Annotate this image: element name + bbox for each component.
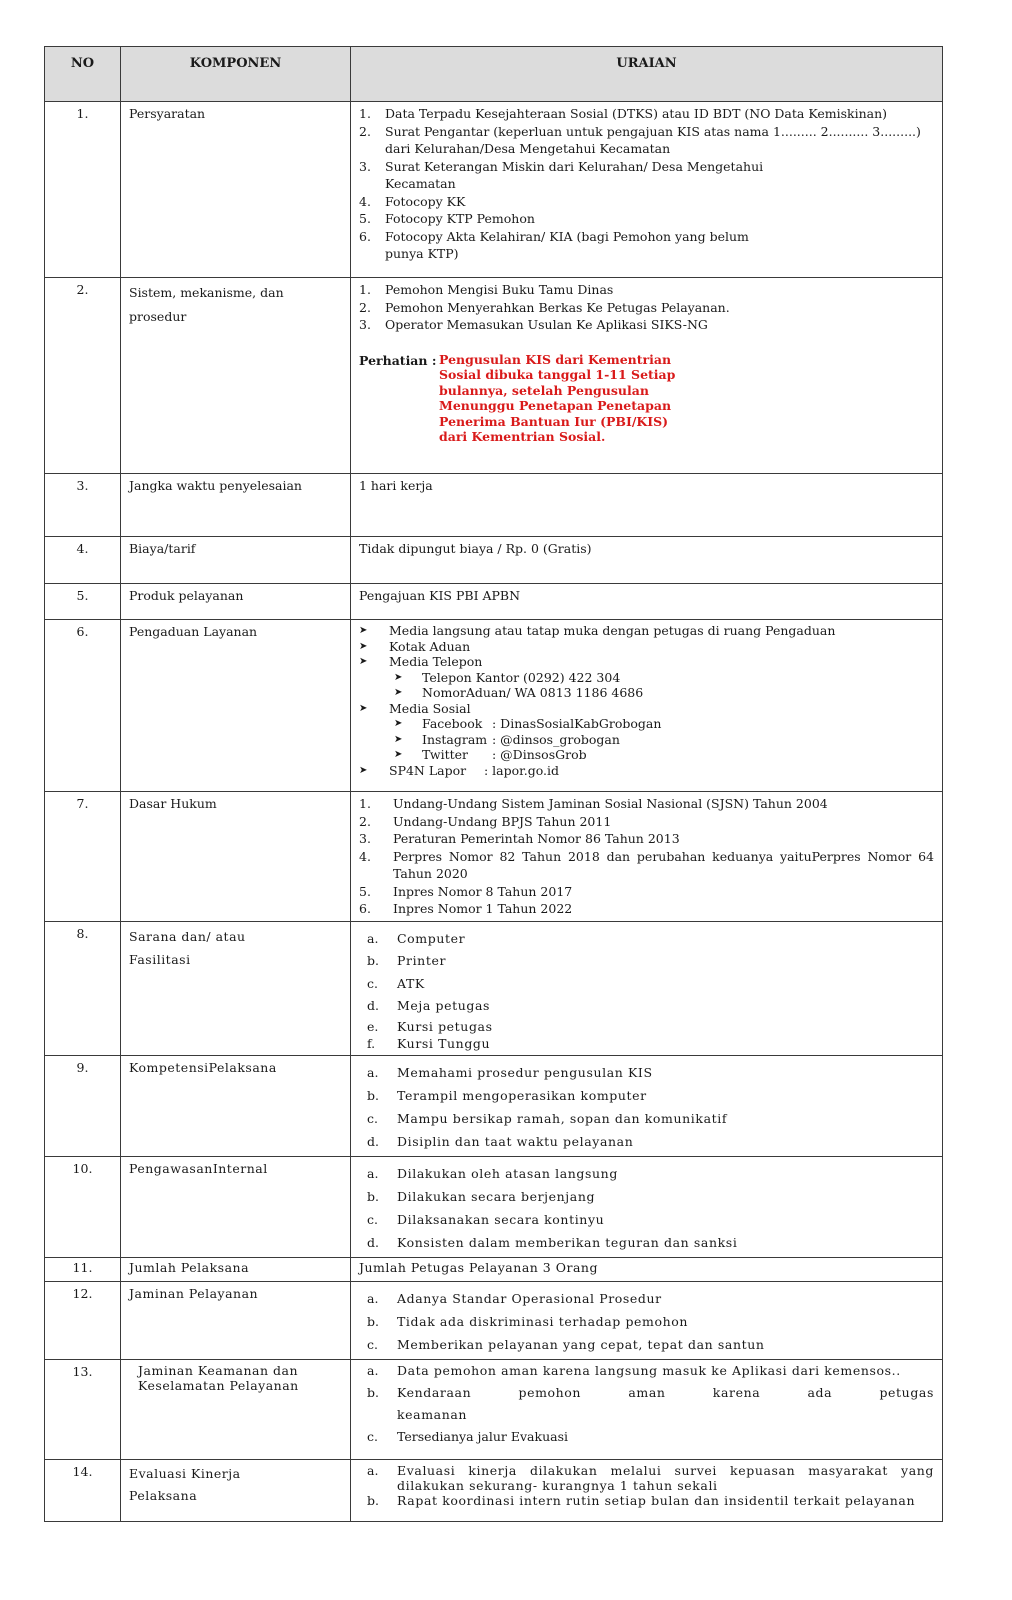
row-komponen: Evaluasi Kinerja Pelaksana (121, 1459, 351, 1521)
row-number: 3. (45, 474, 121, 537)
list-item: a. Computer (367, 930, 466, 946)
row-number: 5. (45, 584, 121, 620)
list-item: ➤ Telepon Kantor (0292) 422 304 (394, 669, 621, 685)
row-komponen: Persyaratan (121, 102, 351, 278)
row-uraian: Jumlah Petugas Pelayanan 3 Orang (351, 1257, 943, 1281)
row-komponen: Dasar Hukum (121, 792, 351, 922)
list-item: 3. Surat Keterangan Miskin dari Kelurahan/ Desa Mengetahui Kecamatan (359, 158, 764, 191)
row-number: 6. (45, 620, 121, 792)
list-item: b. Kendaraan pemohon aman karena ada petugas keamanan (367, 1385, 934, 1422)
row-komponen: Jumlah Pelaksana (121, 1257, 351, 1281)
table-row (45, 1156, 943, 1257)
sop-table (44, 46, 943, 1522)
row-uraian (351, 278, 943, 474)
list-item: c. Mampu bersikap ramah, sopan dan komunikatif (367, 1110, 728, 1126)
list-item: ➤ SP4N Lapor : lapor.go.id (359, 762, 560, 778)
row-uraian (351, 1156, 943, 1257)
list-item: ➤ Kotak Aduan (359, 638, 471, 654)
table-row (45, 1359, 943, 1459)
list-item: 2. Pemohon Menyerahkan Berkas Ke Petugas Pelayanan. (359, 299, 730, 315)
table-row (45, 278, 943, 474)
row-uraian: 1 hari kerja (351, 474, 943, 537)
list-item: ➤ Media Sosial (359, 700, 471, 716)
arrow-bullet-icon: ➤ (394, 733, 403, 745)
row-uraian (351, 1459, 943, 1521)
list-item: ➤ NomorAduan/ WA 0813 1186 4686 (394, 685, 644, 700)
arrow-bullet-icon: ➤ (394, 687, 403, 698)
list-item: ➤ Facebook : DinasSosialKabGrobogan (394, 716, 662, 731)
table-row (45, 1281, 943, 1359)
list-item: d. Konsisten dalam memberikan teguran dan sanksi (367, 1234, 738, 1250)
list-item: a. Dilakukan oleh atasan langsung (367, 1165, 618, 1181)
header-uraian: URAIAN (351, 47, 943, 102)
row-number: 4. (45, 537, 121, 584)
table-row (45, 1459, 943, 1521)
arrow-bullet-icon: ➤ (359, 625, 368, 636)
arrow-bullet-icon: ➤ (359, 656, 368, 667)
list-item: ➤ Instagram : @dinsos_grobogan (394, 731, 620, 747)
row-uraian (351, 102, 943, 278)
list-item: b. Rapat koordinasi intern rutin setiap bulan dan insidentil terkait pelayanan (367, 1492, 916, 1508)
list-item: ➤ Twitter : @DinsosGrob (394, 747, 587, 762)
table-row (45, 474, 943, 537)
header-komponen: KOMPONEN (121, 47, 351, 102)
list-item: 2. Undang-Undang BPJS Tahun 2011 (359, 813, 612, 829)
list-item: a. Adanya Standar Operasional Prosedur (367, 1290, 662, 1306)
list-item: b. Tidak ada diskriminasi terhadap pemohon (367, 1313, 689, 1329)
table-row (45, 102, 943, 278)
list-item: ➤ Media Telepon (359, 654, 483, 669)
list-item: a. Data pemohon aman karena langsung masuk ke Aplikasi dari kemensos.. (367, 1362, 901, 1378)
list-item: 6. Inpres Nomor 1 Tahun 2022 (359, 901, 573, 916)
list-item: 6. Fotocopy Akta Kelahiran/ KIA (bagi Pemohon yang belum punya KTP) (359, 228, 749, 261)
list-item: a. Memahami prosedur pengusulan KIS (367, 1064, 653, 1080)
arrow-bullet-icon: ➤ (359, 764, 368, 776)
table-header-row (45, 47, 943, 102)
row-number: 2. (45, 278, 121, 474)
row-number: 8. (45, 921, 121, 1055)
row-komponen: KompetensiPelaksana (121, 1055, 351, 1156)
list-item: d. Meja petugas (367, 998, 491, 1013)
row-uraian (351, 1359, 943, 1459)
warning-note (359, 352, 934, 445)
row-komponen: Sistem, mekanisme, dan prosedur (121, 278, 351, 474)
list-item: c. Memberikan pelayanan yang cepat, tepat dan santun (367, 1336, 765, 1352)
list-item: 2. Surat Pengantar (keperluan untuk pengajuan KIS atas nama 1......... 2.......... 3.........) dari Kelurahan/Desa Mengetahui Kecamatan (359, 123, 921, 156)
arrow-bullet-icon: ➤ (394, 718, 403, 729)
row-komponen: Sarana dan/ atau Fasilitasi (121, 921, 351, 1055)
row-uraian: Tidak dipungut biaya / Rp. 0 (Gratis) (351, 537, 943, 584)
row-number: 11. (45, 1257, 121, 1281)
row-komponen: Jangka waktu penyelesaian (121, 474, 351, 537)
row-number: 1. (45, 102, 121, 278)
note-text: Pengusulan KIS dari Kementrian Sosial dibuka tanggal 1-11 Setiap bulannya, setelah Pengusulan Menunggu Penetapan Penetapan Penerima Bantuan Iur (PBI/KIS) dari Kementrian Sosial. (439, 351, 676, 444)
row-komponen: Produk pelayanan (121, 584, 351, 620)
row-number: 12. (45, 1281, 121, 1359)
table-row (45, 537, 943, 584)
table-row (45, 921, 943, 1055)
row-number: 10. (45, 1156, 121, 1257)
list-item: 1. Pemohon Mengisi Buku Tamu Dinas (359, 282, 614, 297)
table-row (45, 620, 943, 792)
list-item: b. Terampil mengoperasikan komputer (367, 1087, 647, 1103)
list-item: 5. Inpres Nomor 8 Tahun 2017 (359, 883, 573, 899)
arrow-bullet-icon: ➤ (359, 640, 368, 652)
list-item: 4. Perpres Nomor 82 Tahun 2018 dan perubahan keduanya yaituPerpres Nomor 64 Tahun 2020 (359, 848, 934, 881)
list-item: 1. Data Terpadu Kesejahteraan Sosial (DTKS) atau ID BDT (NO Data Kemiskinan) (359, 106, 888, 121)
list-item: c. ATK (367, 975, 425, 991)
list-item: c. Tersedianya jalur Evakuasi (367, 1429, 568, 1444)
list-item: 3. Peraturan Pemerintah Nomor 86 Tahun 2013 (359, 831, 680, 846)
note-label: Perhatian : (359, 352, 437, 368)
list-item: ➤ Media langsung atau tatap muka dengan petugas di ruang Pengaduan (359, 623, 836, 638)
list-item: e. Kursi petugas (367, 1018, 493, 1034)
list-item: 3. Operator Memasukan Usulan Ke Aplikasi SIKS-NG (359, 317, 708, 332)
row-uraian (351, 1281, 943, 1359)
list-item: b. Dilakukan secara berjenjang (367, 1188, 596, 1204)
row-komponen: Pengaduan Layanan (121, 620, 351, 792)
row-number: 7. (45, 792, 121, 922)
list-item: d. Disiplin dan taat waktu pelayanan (367, 1133, 634, 1149)
list-item: a. Evaluasi kinerja dilakukan melalui survei kepuasan masyarakat yang dilakukan sekurang- kurangnya 1 tahun sekali (367, 1462, 934, 1493)
list-item: b. Printer (367, 953, 447, 968)
row-number: 9. (45, 1055, 121, 1156)
list-item: 4. Fotocopy KK (359, 193, 466, 209)
row-uraian (351, 921, 943, 1055)
arrow-bullet-icon: ➤ (359, 702, 368, 714)
row-number: 14. (45, 1459, 121, 1521)
row-uraian: Pengajuan KIS PBI APBN (351, 584, 943, 620)
row-komponen: PengawasanInternal (121, 1156, 351, 1257)
table-row (45, 1055, 943, 1156)
row-komponen: Jaminan Keamanan dan Keselamatan Pelayanan (121, 1359, 351, 1459)
arrow-bullet-icon: ➤ (394, 749, 403, 760)
table-row (45, 1257, 943, 1281)
row-uraian (351, 620, 943, 792)
row-number: 13. (45, 1359, 121, 1459)
list-item: c. Dilaksanakan secara kontinyu (367, 1211, 605, 1227)
list-item: 5. Fotocopy KTP Pemohon (359, 211, 535, 226)
row-komponen: Jaminan Pelayanan (121, 1281, 351, 1359)
arrow-bullet-icon: ➤ (394, 671, 403, 683)
list-item: 1. Undang-Undang Sistem Jaminan Sosial Nasional (SJSN) Tahun 2004 (359, 796, 828, 811)
row-uraian (351, 1055, 943, 1156)
header-no: NO (45, 47, 121, 102)
table-row (45, 792, 943, 922)
row-komponen: Biaya/tarif (121, 537, 351, 584)
row-uraian (351, 792, 943, 922)
list-item: f. Kursi Tunggu (367, 1035, 491, 1051)
table-row (45, 584, 943, 620)
